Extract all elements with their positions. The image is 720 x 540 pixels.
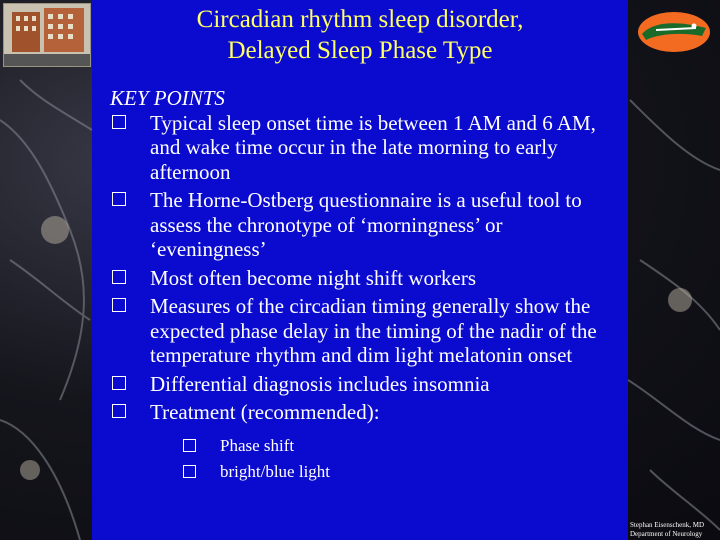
checkbox-icon <box>183 465 196 478</box>
building-icon <box>4 4 90 66</box>
author-credit <box>630 521 718 539</box>
credit-line-2: Department of Neurology <box>630 530 703 538</box>
list-item <box>110 111 622 185</box>
brain-institute-logo <box>3 3 91 67</box>
title-line-1: Circadian rhythm sleep disorder, <box>196 6 524 33</box>
checkbox-icon <box>183 439 196 452</box>
sub-bullet-text: Phase shift <box>220 435 295 455</box>
bullet-text: Typical sleep onset time is between 1 AM and 6 AM, and wake time occur in the late morning to early afternoon <box>150 110 596 184</box>
checkbox-icon <box>112 115 126 129</box>
slide-title <box>92 4 628 66</box>
gator-logo-icon <box>636 8 712 56</box>
bullet-list <box>110 111 622 485</box>
sub-list-item <box>150 433 622 459</box>
bullet-text: Measures of the circadian timing generally show the expected phase delay in the timing of the nadir of the temperature rhythm and dim light melatonin onset <box>150 294 597 367</box>
sub-bullet-list <box>150 433 622 485</box>
checkbox-icon <box>112 376 126 390</box>
bullet-text: The Horne-Ostberg questionnaire is a useful tool to assess the chronotype of ‘morningness’ or ‘eveningness’ <box>150 188 582 261</box>
checkbox-icon <box>112 298 126 312</box>
list-item <box>110 266 622 291</box>
list-item <box>110 400 622 485</box>
list-item <box>110 372 622 397</box>
sub-list-item <box>150 459 622 485</box>
checkbox-icon <box>112 270 126 284</box>
bullet-text: Treatment (recommended): <box>150 400 380 424</box>
sub-bullet-text: bright/blue light <box>220 461 331 481</box>
checkbox-icon <box>112 404 126 418</box>
title-line-2: Delayed Sleep Phase Type <box>227 37 493 64</box>
bullet-text: Differential diagnosis includes insomnia <box>150 371 490 396</box>
key-points-heading: KEY POINTS <box>110 86 225 110</box>
checkbox-icon <box>112 192 126 206</box>
bullet-text: Most often become night shift workers <box>150 265 477 290</box>
list-item <box>110 294 622 368</box>
credit-line-1: Stephan Eisenschenk, MD <box>630 521 705 529</box>
content-body <box>110 86 622 489</box>
gator-logo <box>636 8 712 56</box>
list-item <box>110 188 622 262</box>
